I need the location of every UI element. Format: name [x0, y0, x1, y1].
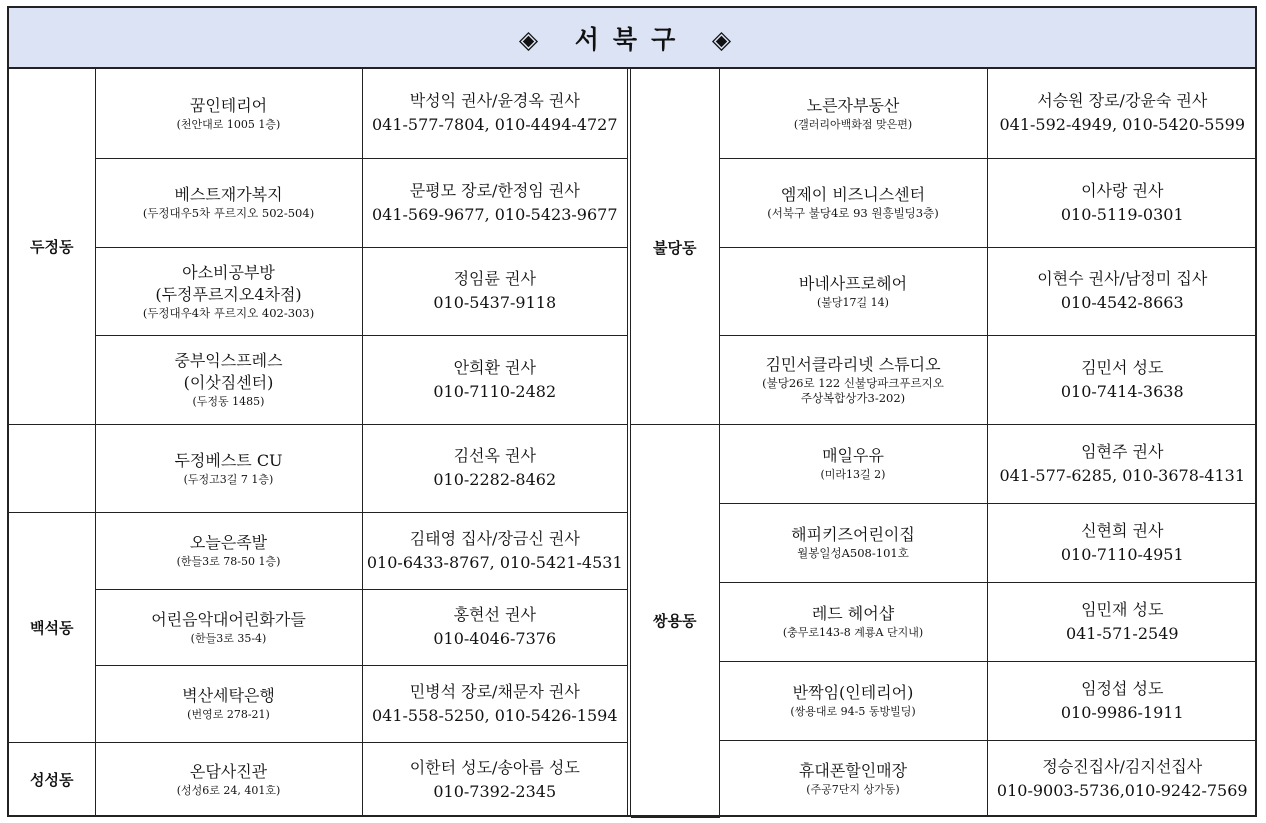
business-cell: [95, 589, 362, 665]
contact-phone: 010-5437-9118: [433, 293, 557, 312]
contact-phone: 010-7392-2345: [433, 781, 557, 801]
business-name: 매일우유: [822, 446, 884, 465]
business-cell: [719, 247, 987, 335]
business-cell: [719, 158, 987, 247]
page-title: ◈ 서북구 ◈: [9, 8, 1255, 69]
business-name: 레드 헤어샵: [811, 604, 895, 623]
business-cell: [719, 582, 987, 661]
table-row: [9, 158, 627, 247]
right-table: [627, 69, 1257, 817]
business-name: 벽산세탁은행: [182, 686, 275, 705]
contact-phone: 010-4046-7376: [433, 629, 557, 648]
business-name: 엠제이 비즈니스센터: [780, 185, 926, 204]
table-row: [9, 512, 627, 589]
business-cell: [719, 424, 987, 503]
table-row: [9, 247, 627, 335]
business-address: (서북구 불당4로 93 원흥빌딩3층): [767, 206, 939, 220]
table-row: [9, 69, 627, 158]
contact-cell: [362, 589, 627, 665]
contact-cell: [362, 335, 627, 424]
contact-phone: 010-5119-0301: [1060, 204, 1184, 224]
contact-cell: [987, 335, 1257, 424]
contact-person: 박성익 권사/윤경옥 권사: [409, 91, 580, 111]
contact-cell: [362, 512, 627, 589]
contact-cell: [987, 661, 1257, 740]
business-address: (불당17길 14): [817, 295, 889, 309]
contact-person: 정승진집사/김지선집사: [1042, 756, 1203, 776]
business-name: 해피키즈어린이집: [791, 525, 915, 544]
business-address: (두정고3길 7 1층): [183, 472, 274, 486]
table-row: [631, 335, 1257, 424]
business-name: 바네사프로헤어: [798, 273, 908, 293]
contact-phone: 010-6433-8767, 010-5421-4531: [366, 552, 623, 572]
contact-person: 임민재 성도: [1081, 599, 1164, 619]
contact-phone: 010-7110-4951: [1060, 544, 1184, 564]
contact-person: 홍현선 권사: [453, 605, 536, 624]
business-name: 두정베스트 CU: [174, 450, 283, 470]
contact-person: 신현희 권사: [1081, 520, 1164, 540]
table-row: [631, 247, 1257, 335]
business-address: (한들3로 78-50 1층): [176, 555, 281, 568]
business-address-line2: 주상복합상가3-202): [800, 390, 906, 405]
dong-label-continued: [9, 424, 95, 512]
contact-person: 김선옥 권사: [453, 446, 536, 465]
business-name-branch: (이삿짐센터): [183, 373, 274, 392]
contact-person: 정임륜 권사: [453, 269, 536, 288]
business-address: (한들3로 35-4): [190, 631, 267, 645]
business-address: (두정대우4차 푸르지오 402-303): [142, 305, 315, 320]
contact-cell: [362, 158, 627, 247]
business-address: (갤러리아백화점 맞은편): [793, 117, 913, 131]
business-cell: [95, 742, 362, 817]
business-address: (충무로143-8 계룡A 단지내): [782, 626, 924, 639]
contact-cell: [362, 424, 627, 512]
contact-person: 민병석 장로/채문자 권사: [409, 681, 580, 701]
business-address: (쌍용대로 94-5 동방빌딩): [790, 705, 916, 718]
contact-cell: [987, 158, 1257, 247]
contact-person: 김민서 성도: [1081, 357, 1164, 377]
business-cell: [95, 247, 362, 335]
contact-person: 임정섭 성도: [1081, 678, 1164, 698]
business-name-branch: (두정푸르지오4차점): [155, 284, 302, 304]
business-cell: [95, 335, 362, 424]
table-row: [631, 69, 1257, 158]
left-table: [9, 69, 627, 817]
contact-cell: [362, 742, 627, 817]
business-cell: [719, 503, 987, 582]
contact-person: 안희환 권사: [453, 357, 536, 377]
table-row: [9, 335, 627, 424]
table-row: [9, 742, 627, 817]
dong-label: 성성동: [9, 742, 95, 817]
contact-phone: 010-9003-5736,010-9242-7569: [996, 780, 1248, 800]
business-name: 오늘은족발: [189, 533, 268, 552]
dong-label: 두정동: [9, 69, 95, 424]
dong-label: 쌍용동: [631, 424, 719, 817]
business-cell: [719, 661, 987, 740]
contact-phone: 010-9986-1911: [1060, 702, 1184, 722]
business-address: (번영로 278-21): [187, 708, 270, 721]
dong-label: 불당동: [631, 69, 719, 424]
contact-cell: [987, 503, 1257, 582]
business-cell: [95, 158, 362, 247]
business-name: 노른자부동산: [806, 95, 900, 115]
business-name: 중부익스프레스: [174, 351, 283, 370]
contact-person: 김태영 집사/장금신 권사: [409, 528, 580, 548]
business-address: 월봉일성A508-101호: [797, 546, 909, 560]
table-row: [9, 424, 627, 512]
business-address: (성성6로 24, 401호): [176, 784, 281, 798]
contact-phone: 010-7414-3638: [1060, 381, 1184, 401]
contact-person: 이사랑 권사: [1081, 180, 1164, 200]
business-cell: [95, 424, 362, 512]
contact-cell: [987, 69, 1257, 158]
business-address: (불당26로 122 신불당파크푸르지오: [762, 375, 944, 390]
contact-phone: 041-577-7804, 010-4494-4727: [371, 115, 618, 135]
table-row: [631, 424, 1257, 503]
contact-phone: 010-4542-8663: [1060, 293, 1184, 312]
table-row: [631, 740, 1257, 817]
table-row: [9, 589, 627, 665]
dong-label: 백석동: [9, 512, 95, 742]
business-address: (두정대우5차 푸르지오 502-504): [142, 206, 315, 220]
business-address: (두정동 1485): [192, 395, 265, 408]
table-row: [631, 582, 1257, 661]
table-row: [631, 503, 1257, 582]
contact-phone: 041-571-2549: [1065, 623, 1179, 643]
contact-phone: 010-2282-8462: [433, 470, 557, 489]
business-address: (미라13길 2): [820, 468, 886, 481]
business-cell: [719, 335, 987, 424]
business-name: 어린음악대어린화가들: [151, 609, 306, 629]
business-name: 반짝임(인테리어): [792, 683, 914, 702]
business-address: (주공7단지 상가동): [806, 783, 900, 797]
contact-cell: [362, 247, 627, 335]
contact-cell: [362, 69, 627, 158]
contact-cell: [987, 740, 1257, 817]
business-address: (천안대로 1005 1층): [176, 117, 281, 131]
business-name: 김민서클라리넷 스튜디오: [765, 354, 941, 374]
contact-person: 이현수 권사/남정미 집사: [1037, 269, 1208, 288]
business-name: 온담사진관: [189, 762, 268, 782]
contact-phone: 041-558-5250, 010-5426-1594: [371, 705, 618, 725]
business-cell: [719, 69, 987, 158]
contact-cell: [987, 582, 1257, 661]
contact-person: 임현주 권사: [1081, 441, 1164, 461]
table-row: [631, 661, 1257, 740]
table-row: [9, 665, 627, 742]
directory-frame: [7, 6, 1257, 817]
contact-cell: [362, 665, 627, 742]
business-name: 꿈인테리어: [189, 95, 268, 115]
business-name: 베스트재가복지: [174, 185, 283, 204]
contact-cell: [987, 247, 1257, 335]
business-name: 휴대폰할인매장: [798, 761, 908, 781]
contact-cell: [987, 424, 1257, 503]
contact-person: 이한터 성도/송아름 성도: [409, 757, 580, 777]
contact-phone: 041-592-4949, 010-5420-5599: [999, 115, 1246, 135]
table-row: [631, 158, 1257, 247]
contact-person: 문평모 장로/한정임 권사: [409, 180, 580, 200]
business-cell: [95, 69, 362, 158]
contact-person: 서승원 장로/강윤숙 권사: [1037, 91, 1208, 111]
business-cell: [95, 665, 362, 742]
contact-phone: 041-577-6285, 010-3678-4131: [999, 465, 1246, 485]
business-cell: [719, 740, 987, 817]
contact-phone: 010-7110-2482: [433, 381, 557, 401]
business-name: 아소비공부방: [182, 262, 275, 282]
contact-phone: 041-569-9677, 010-5423-9677: [371, 204, 618, 224]
business-cell: [95, 512, 362, 589]
